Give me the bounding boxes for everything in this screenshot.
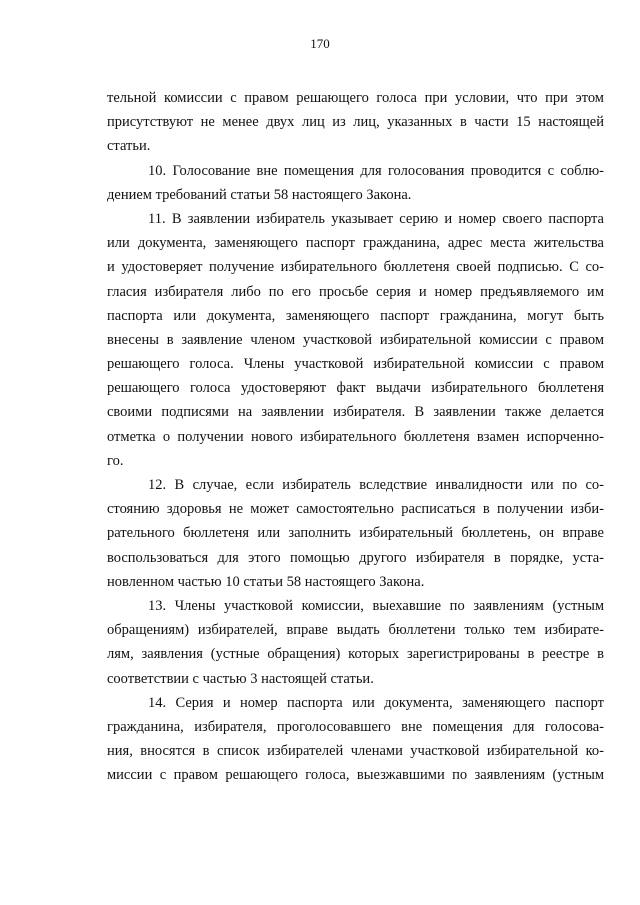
text-line: решающего голоса удостоверяют факт выдачи избирательного бюллетеня (107, 380, 604, 397)
text-line: присутствуют не менее двух лиц из лиц, указанных в части 15 настоящей (107, 114, 604, 131)
text-line: своими подписями на заявлении избирателя. В заявлении также делается (107, 404, 604, 421)
text-line: соответствии с частью 3 настоящей статьи. (107, 670, 374, 687)
paragraph-item-13 (107, 594, 604, 691)
text-line: лям, заявления (устные обращения) которых зарегистрированы в реестре в (107, 646, 604, 663)
text-line: ния, вносятся в список избирателей членами участковой избирательной ко- (107, 743, 604, 760)
text-line: отметка о получении нового избирательного бюллетеня взамен испорченно- (107, 428, 604, 445)
text-line: го. (107, 452, 124, 469)
text-line: паспорта или документа, заменяющего паспорт гражданина, могут быть (107, 307, 604, 324)
paragraph-item-14 (107, 691, 604, 788)
text-line: миссии с правом решающего голоса, выезжавшими по заявлениям (устным (107, 767, 604, 784)
text-line: 11. В заявлении избиратель указывает серию и номер своего паспорта (148, 210, 604, 227)
text-line: воспользоваться для этого помощью другого избирателя в порядке, уста- (107, 549, 604, 566)
text-line: 13. Члены участковой комиссии, выехавшие по заявлениям (устным (148, 597, 604, 614)
text-line: новленном частью 10 статьи 58 настоящего Закона. (107, 573, 425, 590)
text-line: статьи. (107, 138, 151, 155)
page-number: 170 (310, 36, 330, 51)
body-text (107, 86, 604, 787)
text-line: обращениям) избирателей, вправе выдать бюллетени только тем избирате- (107, 622, 604, 639)
paragraph-item-11 (107, 207, 604, 473)
text-line: внесены в заявление членом участковой избирательной комиссии с правом (107, 331, 604, 348)
text-line: стоянию здоровья не может самостоятельно расписаться в получении изби- (107, 501, 604, 518)
text-line: решающего голоса. Члены участковой избирательной комиссии с правом (107, 356, 604, 373)
paragraph-item-10 (107, 159, 604, 207)
text-line: тельной комиссии с правом решающего голоса при условии, что при этом (107, 90, 604, 106)
text-line: рательного бюллетеня или заполнить избирательный бюллетень, он вправе (107, 525, 604, 542)
text-line: гласия избирателя либо по его просьбе серия и номер предъявляемого им (107, 283, 604, 300)
text-line: дением требований статьи 58 настоящего Закона. (107, 186, 412, 203)
text-line: или документа, заменяющего паспорт гражданина, адрес места жительства (107, 235, 604, 252)
text-line: 14. Серия и номер паспорта или документа, заменяющего паспорт (148, 694, 604, 711)
text-line: 12. В случае, если избиратель вследствие инвалидности или по со- (148, 477, 604, 493)
paragraph-continuation (107, 86, 604, 159)
paragraph-item-12 (107, 473, 604, 594)
text-line: 10. Голосование вне помещения для голосования проводится с соблю- (148, 162, 604, 179)
text-line: и удостоверяет получение избирательного бюллетеня своей подписью. С со- (107, 259, 604, 276)
text-line: гражданина, избирателя, проголосовавшего вне помещения для голосова- (107, 718, 604, 735)
